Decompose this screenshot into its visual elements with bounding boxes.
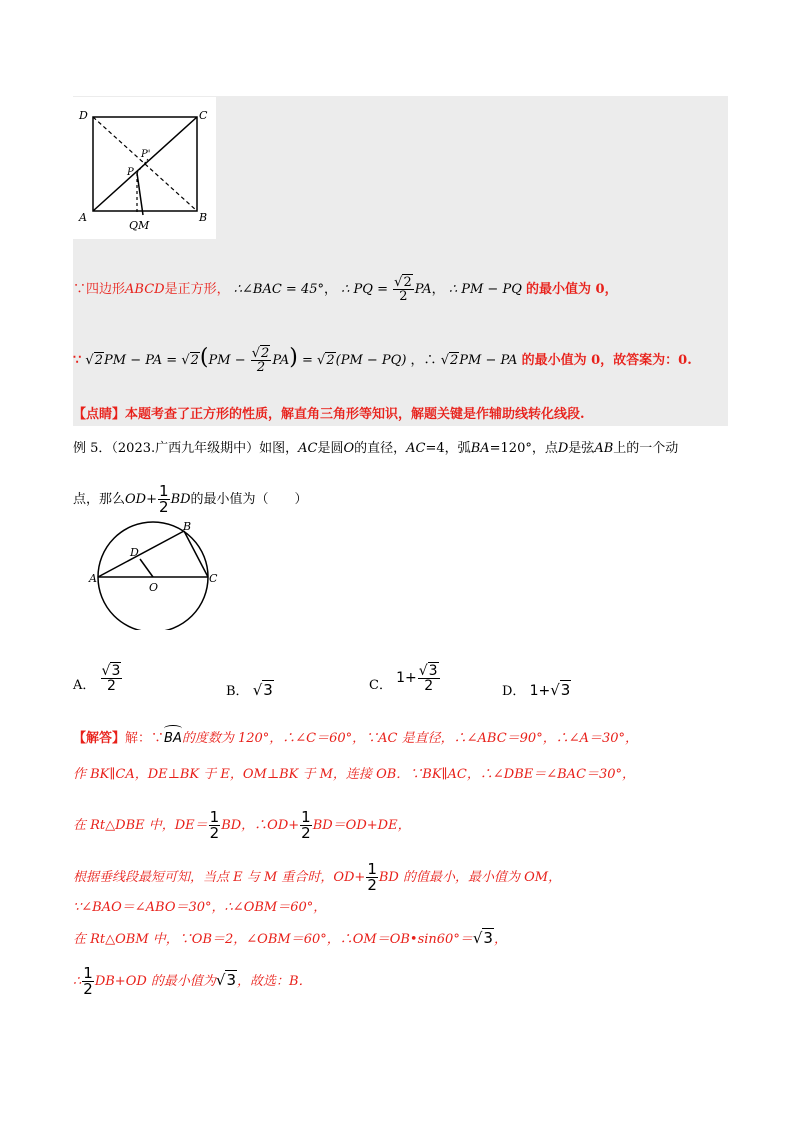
abcd-text: ABCD [125,282,165,297]
answer-line-2 [73,766,635,784]
label-d: D [79,109,88,122]
option-d-value: √3 [550,681,571,699]
sqrt2-radicand: 2 [403,275,412,290]
ex5-o: O [343,441,355,456]
l3-num2: 1 [301,808,311,826]
ex5-120: =120°，点 [489,441,558,456]
pa-text: PA [414,282,432,297]
ex5-diameter: 的直径， [354,441,407,456]
option-b[interactable] [226,680,274,699]
option-d-prefix: 1+ [529,683,551,699]
expr-c: PA [272,353,290,368]
ex5-ab: AB [594,441,614,456]
example5-line-2 [73,484,308,515]
answer-l4-half [366,862,378,893]
circle-label-b: B [183,520,192,533]
ex5-plus: + [146,492,158,507]
answer-l7-half [82,966,94,997]
expr-b: PM − [208,353,246,368]
option-a-den: 2 [106,678,116,694]
answer-l7-a: DB+OD 的最小值为 [94,974,216,989]
because-square-text: ∵四边形 [73,282,126,297]
option-a-value: $\frac{√3}{2}$ [101,663,121,694]
pq-text: ∴ PQ = [341,282,388,297]
option-c-value: $\frac{√3}{2}$ [418,663,438,694]
option-d-label: D． [502,684,526,699]
l3-den: 2 [209,824,220,842]
ex5-bd: BD [170,492,191,507]
answer-zero-text: 的最小值为 0，故答案为：0. [521,353,692,368]
sqrt2-over-2-fraction: $\frac{√2}{2}$ [394,275,412,304]
solution-line-1 [73,276,618,303]
answer-l6-sqrt3: √3 [472,929,493,947]
answer-l2: 作 BK∥CA，DE⊥BK 于 E，OM⊥BK 于 M，连接 OB．∵BK∥AC，∴∠DBE＝∠BAC＝30°， [73,767,636,782]
answer-l6-b: ， [493,932,507,947]
because-symbol: ∵ [73,353,82,368]
option-b-value: √3 [252,681,273,699]
option-d[interactable] [502,680,571,699]
ex5-circle: 是圆 [317,441,344,456]
l6-radicand: 3 [483,929,493,947]
circle-label-o: O [149,581,159,594]
ex5-od: OD [125,492,147,507]
ex5-ba: BA [470,441,490,456]
pm-minus-pq-text: ∴ PM − PQ [448,282,522,297]
ex5-half-fraction [158,484,170,515]
circle-label-d: D [130,546,139,559]
half-den: 2 [159,498,169,516]
ex5-question: 的最小值为（ ） [190,492,308,507]
option-a[interactable] [73,664,123,693]
option-d-radicand: 3 [560,681,571,699]
l7-radicand: 3 [226,971,237,989]
solution-line-2 [73,347,692,374]
answer-tag: 【解答】 [73,731,126,746]
label-p-prime: P' [141,149,151,160]
answer-l3-half [209,810,221,841]
ex5-ac: AC [298,441,318,456]
square-figure [73,97,216,239]
option-c[interactable] [369,664,441,693]
square-diagram [73,97,216,239]
min-value-text: 的最小值为 0， [526,282,618,297]
arc-ba: BA [164,731,182,746]
is-square-text: 是正方形， [164,282,230,297]
l3-num: 1 [209,808,220,826]
answer-l4-b: BD 的值最小，最小值为 OM， [378,870,562,885]
example5-line-1 [73,440,678,458]
ex5-arc: =4，弧 [425,441,471,456]
ex5-intro: 例 5．（2023.广西九年级期中）如图， [73,441,299,456]
answer-l3-a: 在 Rt△DBE 中，DE＝ [73,818,208,833]
sqrt2-d: √2 [440,353,459,368]
answer-l1-b: 的度数为 120°，∴∠C＝60°，∵AC 是直径，∴∠ABC＝90°，∴∠A＝30°， [181,731,639,746]
answer-l6-a: 在 Rt△OBM 中，∵OB＝2，∠OBM＝60°，∴OM＝OB•sin60°＝ [73,932,473,947]
answer-l3-c: BD＝OD+DE， [312,818,411,833]
answer-line-4 [73,862,561,893]
label-b: B [199,211,208,224]
sqrt2-over-2-fraction-b: $\frac{√2}{2}$ [251,346,270,375]
l4-num: 1 [367,860,377,878]
label-c: C [199,109,208,122]
l4-den: 2 [367,876,377,894]
expr-f: PM − PA [459,353,518,368]
ex5-ac2: AC [406,441,426,456]
option-c-label: C． [369,678,392,693]
comma-1: ， [324,282,338,297]
answer-l7-sqrt3: √3 [215,971,237,989]
comment-text: 本题考查了正方形的性质，解直角三角形等知识，解题关键是作辅助线转化线段. [125,407,585,422]
l7-num: 1 [83,964,93,982]
ex5-point: 点，那么 [73,492,126,507]
expr-a: PM − PA = [104,353,178,368]
answer-l3-half-2 [300,810,312,841]
option-c-prefix: 1+ [396,670,417,686]
answer-line-7 [73,966,312,997]
expr-d: = [302,353,313,368]
answer-l7-pre: ∴ [73,974,82,989]
comma-therefore: ，∴ [410,353,437,368]
option-a-label: A． [73,678,96,693]
answer-line-1 [73,730,638,748]
answer-l3-b: BD，∴OD+ [221,818,300,833]
answer-l4-a: 根据垂线段最短可知，当点 E 与 M 重合时，OD+ [73,870,366,885]
l7-den: 2 [83,980,93,998]
label-qm: QM [129,219,150,232]
option-b-label: B． [226,684,249,699]
circle-label-a: A [89,572,97,585]
sqrt2-b: √2 [181,353,199,368]
comma-2: ， [431,282,445,297]
circle-label-c: C [209,572,218,585]
answer-l1-a: 解：∵ [125,731,165,746]
answer-l5: ∵∠BAO＝∠ABO＝30°，∴∠OBM＝60°， [73,900,327,915]
label-p: P [127,167,134,178]
answer-line-3 [73,810,411,841]
answer-l7-b: ，故选：B． [237,974,312,989]
option-a-radicand: 3 [111,663,121,679]
half-num: 1 [159,482,169,500]
answer-line-6 [73,929,507,949]
option-b-radicand: 3 [263,681,273,699]
label-a: A [79,211,87,224]
ex5-moving: 上的一个动 [613,441,679,456]
comment-line [73,406,585,424]
sqrt2-c: √2 [317,353,335,368]
comment-tag: 【点睛】 [73,407,126,422]
expression-left: √2PM − PA = √2(PM − $\frac{√2}{2}$ PA) = √2(PM − PQ) [85,345,407,375]
l3-den2: 2 [301,824,311,842]
sqrt2-a: √2 [85,353,103,368]
option-c-radicand: 3 [428,663,438,679]
circle-diagram [85,520,225,630]
answer-line-5 [73,899,326,917]
option-c-den: 2 [424,678,434,694]
ex5-d: D [557,441,569,456]
ex5-chord: 是弦 [568,441,595,456]
expr-e: (PM − PQ) [335,353,407,368]
angle-bac-text: ∴∠BAC = 45° [233,282,324,297]
fraction-denominator: 2 [399,289,408,304]
